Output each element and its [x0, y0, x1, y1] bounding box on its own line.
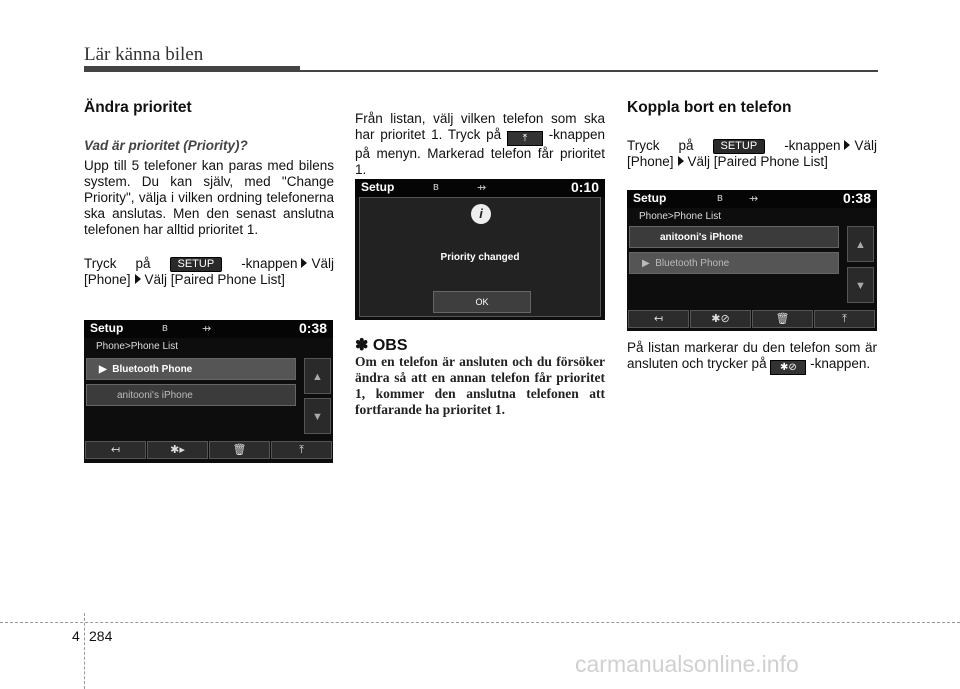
screen-priority-changed: [355, 179, 605, 320]
list-item-label: Bluetooth Phone: [655, 258, 730, 269]
note-title: ✽ OBS: [355, 337, 408, 354]
scroll-up-button[interactable]: ▲: [847, 226, 874, 262]
arrow-icon: [844, 140, 850, 150]
setup-button-icon: SETUP: [713, 139, 766, 154]
scroll-up-button[interactable]: ▲: [304, 358, 331, 394]
note-body: Om en telefon är ansluten och du försöker ändra så att en annan telefon får prioritet 1, kommer den anslutna telefonen att fortfarande ha prioritet 1.: [355, 354, 605, 417]
text: På listan markerar du den telefon som är ansluten och trycker på: [627, 340, 877, 371]
text: -knappen: [784, 138, 841, 153]
paragraph: Upp till 5 telefoner kan paras med bilens system. Du kan själv, med "Change Priority", välja i vilken ordning telefonerna ska anslutas. Men den senast anslutna telefonen har alltid prioritet 1.: [84, 158, 334, 237]
text: -knappen på menyn. Markerad telefon får prioritet 1.: [355, 127, 605, 177]
header-bar: [84, 66, 300, 72]
ok-button[interactable]: OK: [433, 291, 531, 313]
delete-button[interactable]: 🗑: [752, 310, 813, 328]
arrow-icon: [301, 258, 307, 268]
section-heading: Ändra prioritet: [84, 99, 192, 116]
watermark: carmanualsonline.info: [575, 651, 799, 677]
screen-time: 0:38: [298, 320, 327, 336]
list-item[interactable]: [629, 226, 839, 248]
list-item[interactable]: ▶ Bluetooth Phone: [629, 252, 839, 274]
back-button[interactable]: ↤: [85, 441, 146, 459]
info-icon: i: [471, 204, 491, 224]
change-priority-button[interactable]: ⤒: [814, 310, 875, 328]
text: -knappen.: [810, 356, 871, 371]
scroll-down-button[interactable]: ▼: [304, 398, 331, 434]
text: Tryck på: [84, 256, 151, 271]
subheading: Vad är prioritet (Priority)?: [84, 138, 248, 153]
usb-icon: ⇸: [477, 182, 487, 194]
column-left: [84, 100, 334, 288]
breadcrumb: Phone>Phone List: [96, 341, 179, 352]
setup-button-icon: SETUP: [170, 257, 223, 272]
list-item[interactable]: [86, 384, 296, 406]
list-item[interactable]: ▶ Bluetooth Phone: [86, 358, 296, 380]
instruction-paragraph: [627, 138, 877, 170]
text: Välj [Paired Phone List]: [687, 154, 828, 169]
text: [Phone]: [84, 272, 131, 287]
footer-divider: [0, 622, 960, 623]
text: Välj: [854, 138, 877, 153]
paragraph: [627, 340, 877, 375]
arrow-icon: [678, 156, 684, 166]
dialog: [359, 197, 601, 317]
screen-title: Setup: [633, 191, 667, 205]
text: Från listan, välj vilken telefon som ska har prioritet 1. Tryck på: [355, 111, 605, 142]
delete-button[interactable]: 🗑: [209, 441, 270, 459]
screen-phone-list: [84, 320, 333, 463]
bluetooth-icon: ʙ: [162, 322, 168, 334]
screen-time: 0:10: [570, 179, 599, 195]
bluetooth-icon: ʙ: [717, 192, 723, 204]
section-heading: Koppla bort en telefon: [627, 99, 792, 116]
screen-title: Setup: [361, 180, 395, 194]
footer-vertical-divider: [84, 613, 85, 689]
arrow-icon: [135, 274, 141, 284]
chapter-number: 4: [72, 628, 80, 644]
list-item-label: anitooni's iPhone: [117, 390, 193, 401]
page-header-title: Lär känna bilen: [84, 44, 204, 65]
page-number: 284: [89, 628, 113, 644]
list-item-label: Bluetooth Phone: [112, 364, 193, 375]
screen-time: 0:38: [842, 190, 871, 206]
breadcrumb: Phone>Phone List: [639, 211, 722, 222]
instruction-paragraph: [84, 256, 334, 288]
bluetooth-disconnect-button[interactable]: ✱⊘: [690, 310, 751, 328]
paragraph: [355, 111, 605, 178]
header-rule: [300, 70, 878, 72]
priority-button-icon: ⤒: [507, 131, 543, 146]
screen-phone-list-2: [627, 190, 877, 331]
dialog-message: Priority changed: [440, 252, 520, 263]
text: Välj: [311, 256, 334, 271]
bluetooth-disconnect-button-icon: ✱⊘: [770, 360, 806, 375]
bluetooth-icon: ʙ: [433, 181, 439, 193]
screen-title: Setup: [90, 321, 124, 335]
bluetooth-connect-button[interactable]: ✱▸: [147, 441, 208, 459]
list-item-label: anitooni's iPhone: [660, 232, 743, 243]
scroll-down-button[interactable]: ▼: [847, 267, 874, 303]
usb-icon: ⇸: [202, 323, 212, 335]
column-right: [627, 100, 877, 170]
text: [Phone]: [627, 154, 674, 169]
text: -knappen: [241, 256, 298, 271]
back-button[interactable]: ↤: [628, 310, 689, 328]
usb-icon: ⇸: [749, 193, 759, 205]
change-priority-button[interactable]: ⤒: [271, 441, 332, 459]
column-middle: [355, 111, 605, 178]
column-right-lower: [627, 340, 877, 375]
text: Välj [Paired Phone List]: [144, 272, 285, 287]
text: Tryck på: [627, 138, 694, 153]
note-box: [355, 338, 605, 418]
